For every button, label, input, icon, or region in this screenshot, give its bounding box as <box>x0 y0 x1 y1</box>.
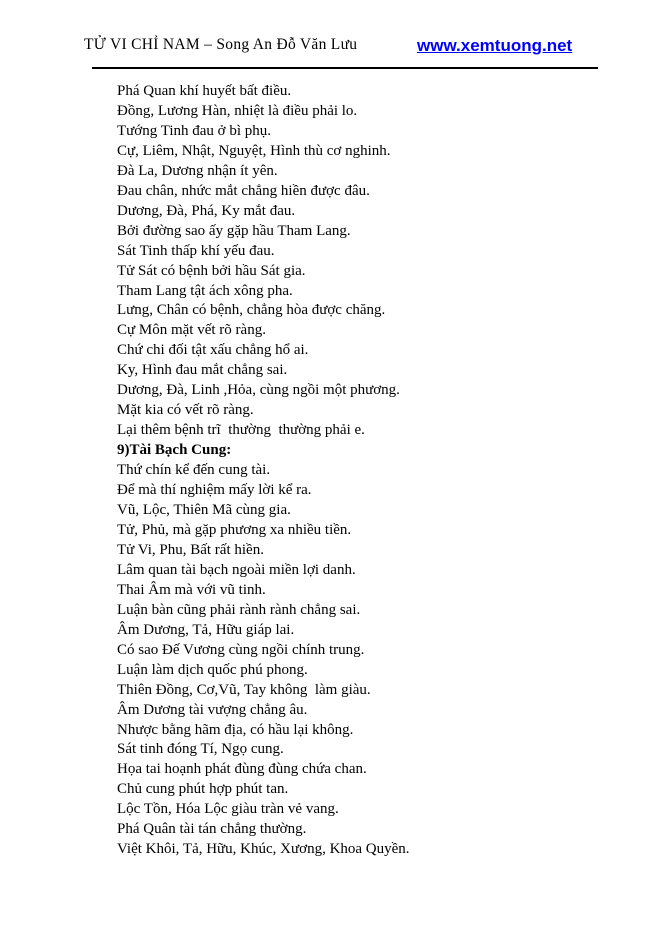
poem-line: Tham Lang tật ách xông pha. <box>117 282 293 299</box>
poem-line: Lại thêm bệnh trĩ thường thường phải e. <box>117 422 365 439</box>
poem-line: Thứ chín kể đến cung tài. <box>117 462 271 479</box>
poem-line: Tử Vi, Phu, Bất rất hiền. <box>117 541 264 558</box>
poem-line: Dương, Đà, Phá, Ky mắt đau. <box>117 202 296 219</box>
poem-line: Cự Môn mặt vết rõ ràng. <box>117 322 266 339</box>
poem-line: Đau chân, nhức mắt chẳng hiền được đâu. <box>117 182 370 199</box>
poem-line: Vũ, Lộc, Thiên Mã cùng gia. <box>117 502 291 519</box>
poem-line: Âm Dương, Tả, Hữu giáp lai. <box>117 621 295 638</box>
poem-line: Chủ cung phút hợp phút tan. <box>117 781 289 798</box>
poem-line: Phá Quân tài tán chẳng thường. <box>117 821 307 838</box>
poem-line: Lâm quan tài bạch ngoài miền lợi danh. <box>117 561 356 578</box>
poem-line: Nhược bằng hãm địa, có hầu lại không. <box>117 721 354 738</box>
poem-line: Tướng Tinh đau ở bì phụ. <box>117 122 272 139</box>
poem-line: Cự, Liêm, Nhật, Nguyệt, Hình thù cơ nghinh. <box>117 142 391 159</box>
poem-line: Sát Tinh thấp khí yếu đau. <box>117 242 275 259</box>
poem-line: Luận bàn cũng phải rành rành chẳng sai. <box>117 601 361 618</box>
poem-body <box>117 82 617 860</box>
poem-line: Luận làm dịch quốc phú phong. <box>117 661 308 678</box>
poem-line: Lộc Tồn, Hóa Lộc giàu tràn vẻ vang. <box>117 801 339 818</box>
poem-line: Thai Âm mà với vũ tinh. <box>117 581 266 598</box>
page-header-title: TỬ VI CHỈ NAM – Song An Đỗ Văn Lưu <box>84 36 358 53</box>
poem-line: Âm Dương tài vượng chẳng âu. <box>117 701 308 718</box>
poem-line: Đà La, Dương nhận ít yên. <box>117 162 278 179</box>
poem-line: Ky, Hình đau mắt chẳng sai. <box>117 362 288 379</box>
poem-line: Bởi đường sao ấy gặp hầu Tham Lang. <box>117 222 351 239</box>
header-divider-rule <box>92 67 598 69</box>
poem-line: Tử, Phủ, mà gặp phương xa nhiều tiền. <box>117 521 352 538</box>
poem-line: Họa tai hoạnh phát đùng đùng chứa chan. <box>117 761 367 778</box>
poem-line: Thiên Đồng, Cơ,Vũ, Tay không làm giàu. <box>117 681 371 698</box>
poem-line: Lưng, Chân có bệnh, chẳng hòa được chăng. <box>117 302 386 319</box>
poem-line: Dương, Đà, Linh ,Hỏa, cùng ngồi một phương. <box>117 382 400 399</box>
poem-line: Phá Quan khí huyết bất điều. <box>117 83 292 99</box>
poem-line: Đồng, Lương Hàn, nhiệt là điều phải lo. <box>117 102 358 119</box>
poem-line: Chứ chi đối tật xấu chẳng hổ ai. <box>117 342 309 359</box>
poem-line: Sát tinh đóng Tí, Ngọ cung. <box>117 741 284 758</box>
poem-line: Mặt kia có vết rõ ràng. <box>117 402 254 419</box>
poem-line: Để mà thí nghiệm mấy lời kể ra. <box>117 482 312 499</box>
website-link[interactable]: www.xemtuong.net <box>417 36 573 55</box>
section-heading: 9)Tài Bạch Cung: <box>117 442 232 459</box>
poem-line: Có sao Đế Vương cùng ngồi chính trung. <box>117 641 365 658</box>
poem-line: Việt Khôi, Tả, Hữu, Khúc, Xương, Khoa Quyền. <box>117 841 410 858</box>
poem-line: Tử Sát có bệnh bởi hầu Sát gia. <box>117 262 306 279</box>
